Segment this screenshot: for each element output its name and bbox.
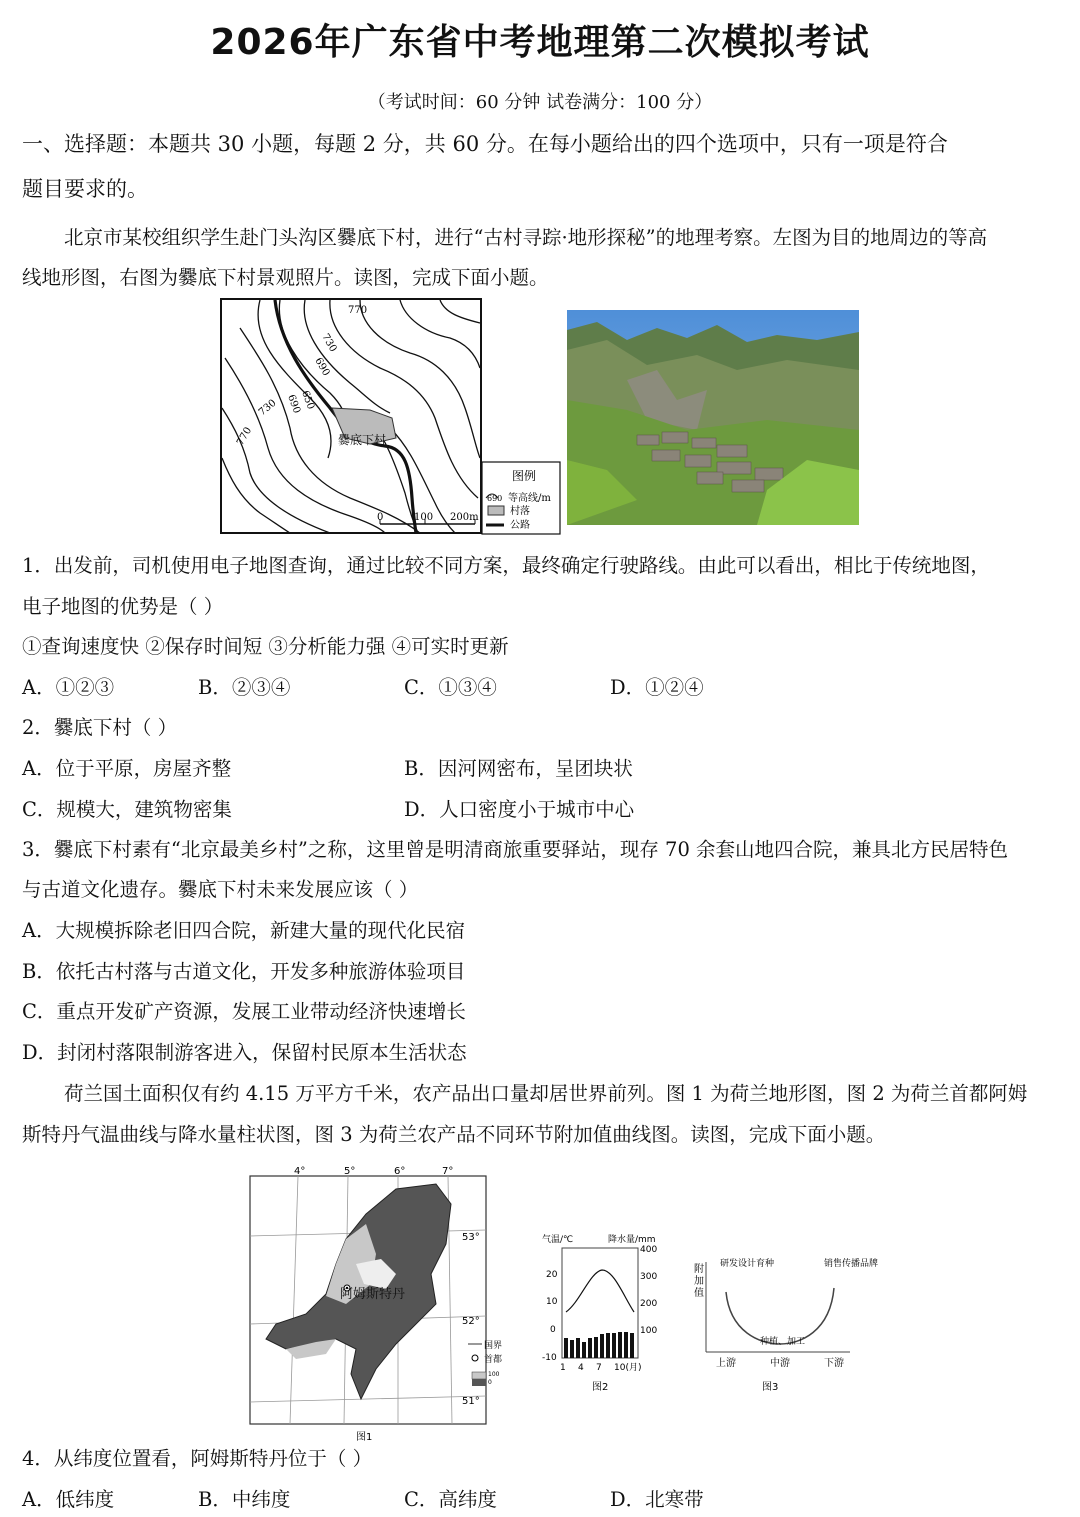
- contour-label: 770: [348, 305, 368, 316]
- intro2-line2: 斯特丹气温曲线与降水量柱状图，图 3 为荷兰农产品不同环节附加值曲线图。读图，完成下面小题。: [22, 1123, 886, 1146]
- q3-option-d[interactable]: D．封闭村落限制游客进入，保留村民原本生活状态: [22, 1041, 467, 1064]
- precip-bars: [564, 1332, 634, 1358]
- q2-option-b[interactable]: B．因河网密布，呈团块状: [404, 757, 633, 780]
- legend-contour-value: 690: [487, 494, 503, 503]
- smile-curve: [726, 1288, 834, 1344]
- temp-tick: -10: [542, 1353, 557, 1363]
- section-heading-line1: 一、选择题：本题共 30 小题，每题 2 分，共 60 分。在每小题给出的四个选项中，只有一项是符合: [22, 132, 948, 156]
- q2-option-c[interactable]: C．规模大，建筑物密集: [22, 798, 232, 821]
- q3-option-c[interactable]: C．重点开发矿产资源，发展工业带动经济快速增长: [22, 1000, 466, 1023]
- q2-option-a[interactable]: A．位于平原，房屋齐整: [22, 757, 232, 780]
- lon-label: 5°: [344, 1166, 356, 1177]
- temp-tick: 0: [550, 1325, 556, 1335]
- q4-option-a[interactable]: A．低纬度: [22, 1488, 115, 1511]
- contour-label: 690: [312, 356, 332, 379]
- fig3-ylabel: [694, 1262, 704, 1299]
- q4-stem: 4．从纬度位置看，阿姆斯特丹位于（ ）: [22, 1447, 373, 1470]
- temp-tick: 20: [546, 1270, 558, 1280]
- contour-label: 690: [285, 393, 303, 415]
- legend-elev: 0: [488, 1379, 492, 1386]
- intro1-line1: 北京市某校组织学生赴门头沟区爨底下村，进行“古村寻踪·地形探秘”的地理考察。左图为目的地周边的等高: [64, 226, 988, 249]
- q3-option-a[interactable]: A．大规模拆除老旧四合院，新建大量的现代化民宿: [22, 919, 466, 942]
- precip-tick: 300: [640, 1272, 658, 1282]
- q2-option-d[interactable]: D．人口密度小于城市中心: [404, 798, 635, 821]
- x-tick-downstream: 下游: [824, 1358, 844, 1369]
- q3-line1: 3．爨底下村素有“北京最美乡村”之称，这里曾是明清商旅重要驿站，现存 70 余套山地四合院，兼具北方民居特色: [22, 838, 1009, 861]
- q3-line2: 与古道文化遗存。爨底下村未来发展应该（ ）: [22, 878, 419, 901]
- precip-tick: 400: [640, 1245, 658, 1255]
- month-tick: 10(月): [614, 1363, 642, 1373]
- legend-road: 公路: [510, 520, 530, 531]
- legend-elev: 100: [488, 1371, 500, 1378]
- capital-label: 阿姆斯特丹: [340, 1287, 406, 1302]
- x-tick-midstream: 中游: [770, 1358, 790, 1369]
- lat-label: 51°: [462, 1396, 480, 1407]
- precip-axis-label: 降水量/mm: [608, 1235, 656, 1245]
- ylabel-char: 加: [694, 1276, 704, 1287]
- q1-items: ①查询速度快 ②保存时间短 ③分析能力强 ④可实时更新: [22, 635, 509, 658]
- contour-label: 770: [235, 425, 255, 448]
- climate-chart: [540, 1232, 664, 1394]
- q1-option-a[interactable]: A．①②③: [22, 676, 115, 699]
- q4-option-d[interactable]: D．北寒带: [610, 1488, 704, 1511]
- stage-label-midstream: 种植、加工: [760, 1337, 806, 1347]
- intro1-line2: 线地形图，右图为爨底下村景观照片。读图，完成下面小题。: [22, 266, 549, 289]
- map-legend: [482, 462, 560, 534]
- precip-tick: 100: [640, 1326, 658, 1336]
- lon-label: 7°: [442, 1166, 454, 1177]
- stage-label-upstream: 研发设计育种: [720, 1259, 775, 1269]
- exam-info: （考试时间：60 分钟 试卷满分：100 分）: [367, 92, 713, 113]
- contour-label: 730: [319, 332, 339, 355]
- contour-label: 730: [256, 397, 279, 419]
- lon-label: 4°: [294, 1166, 306, 1177]
- legend-contour: 等高线/m: [508, 493, 551, 504]
- lon-label: 6°: [394, 1166, 406, 1177]
- contour-label: 650: [299, 389, 317, 411]
- page-title: 2026年广东省中考地理第二次模拟考试: [210, 22, 870, 63]
- fig2-caption: 图2: [592, 1382, 609, 1393]
- x-tick-upstream: 上游: [716, 1358, 736, 1369]
- intro2-line1: 荷兰国土面积仅有约 4.15 万平方千米，农产品出口量却居世界前列。图 1 为荷兰地形图，图 2 为荷兰首都阿姆: [64, 1082, 1028, 1105]
- fig1-caption: 图1: [356, 1432, 373, 1443]
- scale-label: 100: [414, 512, 434, 523]
- q1-option-b[interactable]: B．②③④: [198, 676, 291, 699]
- lat-label: 52°: [462, 1316, 480, 1327]
- scale-label: 0: [377, 512, 384, 523]
- legend-village: 村落: [510, 506, 530, 517]
- q4-option-c[interactable]: C．高纬度: [404, 1488, 497, 1511]
- legend-capital: 首都: [484, 1355, 503, 1365]
- stage-label-downstream: 销售传播品牌: [824, 1259, 879, 1269]
- temp-curve: [566, 1270, 634, 1312]
- ylabel-char: 附: [694, 1264, 704, 1275]
- precip-tick: 200: [640, 1299, 658, 1309]
- month-tick: 7: [596, 1363, 602, 1373]
- ylabel-char: 值: [694, 1288, 704, 1299]
- q2-stem: 2．爨底下村（ ）: [22, 716, 178, 739]
- fig3-caption: 图3: [762, 1382, 779, 1393]
- legend-border: 国界: [484, 1341, 503, 1351]
- scale-label: 200m: [450, 512, 479, 523]
- lat-label: 53°: [462, 1232, 480, 1243]
- legend-title: 图例: [512, 469, 537, 483]
- q4-option-b[interactable]: B．中纬度: [198, 1488, 291, 1511]
- village-label: 爨底下村: [338, 433, 387, 447]
- q1-option-c[interactable]: C．①③④: [404, 676, 497, 699]
- temp-axis-label: 气温/℃: [542, 1235, 574, 1245]
- netherlands-map: [246, 1164, 503, 1444]
- q1-line1: 1．出发前，司机使用电子地图查询，通过比较不同方案，最终确定行驶路线。由此可以看出，相比于传统地图，: [22, 554, 990, 577]
- village-photo: [567, 310, 859, 525]
- section-heading-line2: 题目要求的。: [22, 177, 148, 201]
- q1-line2: 电子地图的优势是（ ）: [22, 595, 224, 618]
- q3-option-b[interactable]: B．依托古村落与古道文化，开发多种旅游体验项目: [22, 960, 466, 983]
- q1-option-d[interactable]: D．①②④: [610, 676, 704, 699]
- contour-map: [220, 298, 562, 536]
- month-tick: 4: [578, 1363, 584, 1373]
- temp-tick: 10: [546, 1297, 558, 1307]
- value-added-chart: [690, 1252, 879, 1394]
- month-tick: 1: [560, 1363, 566, 1373]
